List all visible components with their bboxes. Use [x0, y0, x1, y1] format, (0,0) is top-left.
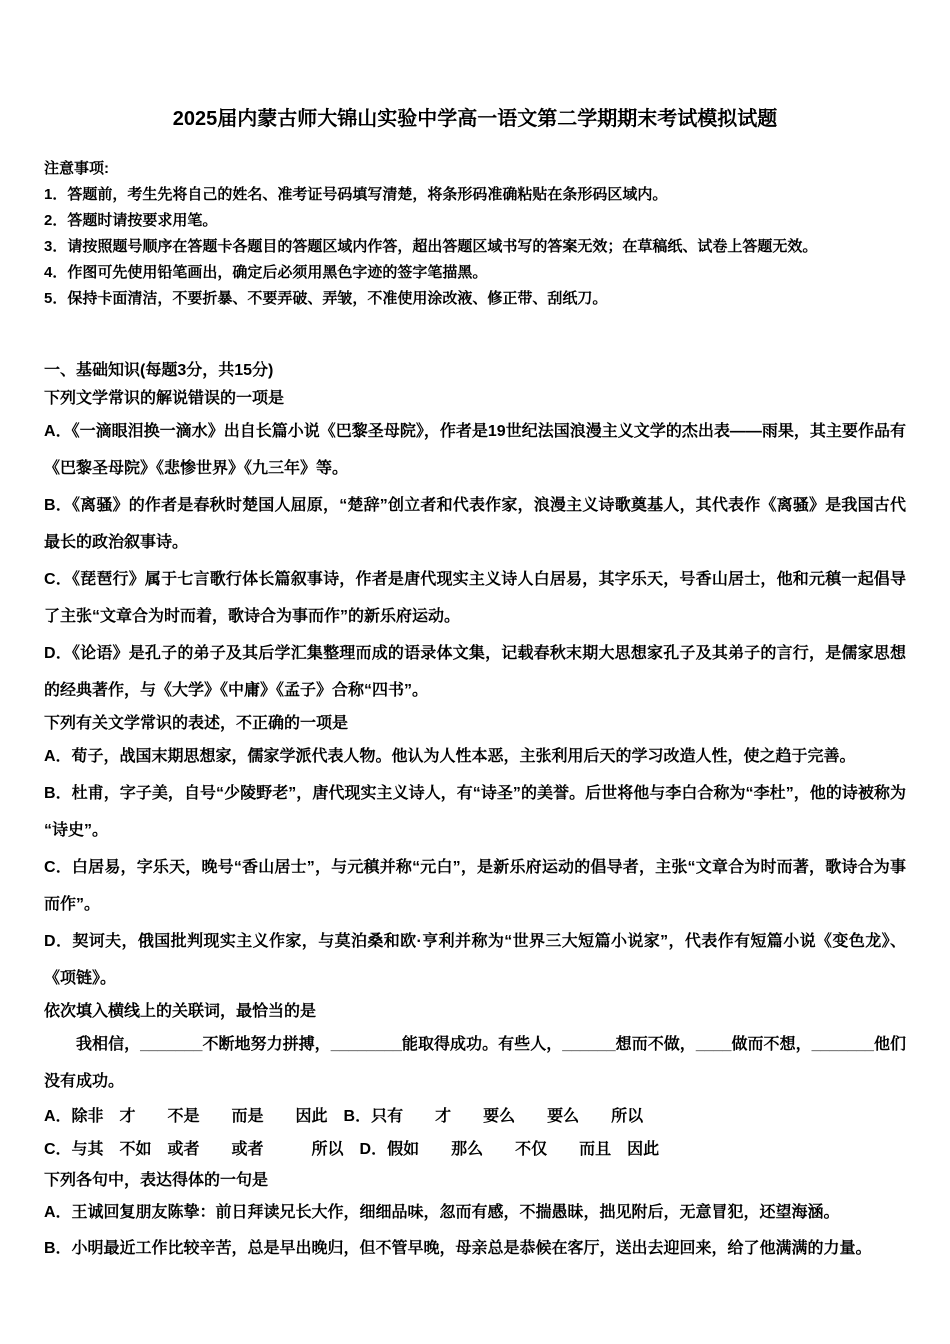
question-1-stem: 下列文学常识的解说错误的一项是 [44, 390, 285, 407]
question-2-stem: 下列有关文学常识的表述，不正确的一项是 [44, 715, 349, 732]
question-3-options-row-cd: C．与其 不如 或者 或者 所以 D．假如 那么 不仅 而且 因此 [44, 1141, 660, 1158]
question-3-stem: 依次填入横线上的关联词，最恰当的是 [44, 1003, 317, 1020]
notice-item-4: 4．作图可先使用铅笔画出，确定后必须用黑色字迹的签字笔描黑。 [44, 264, 488, 281]
question-4-stem: 下列各句中，表达得体的一句是 [44, 1172, 269, 1189]
question-4 [44, 1166, 906, 1267]
notice-item-2: 2．答题时请按要求用笔。 [44, 212, 218, 229]
question-2-option-c: C．白居易，字乐天，晚号“香山居士”，与元稹并称“元白”，是新乐府运动的倡导者，主张“文章合为时而著，歌诗合为事而作”。 [44, 859, 906, 913]
question-1 [44, 384, 906, 709]
question-4-option-a: A．王诚回复朋友陈挚：前日拜读兄长大作，细细品味，忽而有感，不揣愚昧，拙见附后，无意冒犯，还望海涵。 [44, 1204, 840, 1221]
page-title: 2025届内蒙古师大锦山实验中学高一语文第二学期期末考试模拟试题 [172, 108, 778, 130]
notice-item-1: 1．答题前，考生先将自己的姓名、准考证号码填写清楚，将条形码准确粘贴在条形码区域内。 [44, 186, 668, 203]
question-1-option-d: D．《论语》是孔子的弟子及其后学汇集整理而成的语录体文集，记载春秋末期大思想家孔子及其弟子的言行，是儒家思想的经典著作，与《大学》《中庸》《孟子》合称“四书”。 [44, 645, 906, 699]
notice-heading: 注意事项: [44, 160, 109, 177]
section-heading: 一、基础知识(每题3分，共15分) [44, 362, 274, 379]
question-1-option-b: B．《离骚》的作者是春秋时楚国人屈原，“楚辞”创立者和代表作家，浪漫主义诗歌奠基人，其代表作《离骚》是我国古代最长的政治叙事诗。 [44, 497, 906, 551]
question-1-option-a: A．《一滴眼泪换一滴水》出自长篇小说《巴黎圣母院》，作者是19世纪法国浪漫主义文学的杰出表——雨果，其主要作品有《巴黎圣母院》《悲惨世界》《九三年》等。 [44, 423, 906, 477]
question-2-option-b: B．杜甫，字子美，自号“少陵野老”，唐代现实主义诗人，有“诗圣”的美誉。后世将他与李白合称为“李杜”，他的诗被称为“诗史”。 [44, 785, 906, 839]
question-2-option-a: A．荀子，战国末期思想家，儒家学派代表人物。他认为人性本恶，主张利用后天的学习改造人性，使之趋于完善。 [44, 748, 856, 765]
notice-item-5: 5．保持卡面清洁，不要折暴、不要弄破、弄皱，不准使用涂改液、修正带、刮纸刀。 [44, 290, 608, 307]
question-3-fill-text: 我相信，_______不断地努力拼搏，________能取得成功。有些人，______想而不做，____做而不想，_______他们没有成功。 [44, 1036, 906, 1090]
question-3 [44, 997, 906, 1166]
question-4-option-b: B．小明最近工作比较辛苦，总是早出晚归，但不管早晚，母亲总是恭候在客厅，送出去迎回来，给了他满满的力量。 [44, 1240, 872, 1257]
question-2 [44, 709, 906, 997]
question-3-options-row-ab: A．除非 才 不是 而是 因此 B．只有 才 要么 要么 所以 [44, 1108, 644, 1125]
question-1-option-c: C．《琵琶行》属于七言歌行体长篇叙事诗，作者是唐代现实主义诗人白居易，其字乐天，号香山居士，他和元稹一起倡导了主张“文章合为时而着，歌诗合为事而作”的新乐府运动。 [44, 571, 906, 625]
question-2-option-d: D．契诃夫，俄国批判现实主义作家，与莫泊桑和欧·亨利并称为“世界三大短篇小说家”，代表作有短篇小说《变色龙》、《项链》。 [44, 933, 906, 987]
notice-item-3: 3．请按照题号顺序在答题卡各题目的答题区域内作答，超出答题区域书写的答案无效；在草稿纸、试卷上答题无效。 [44, 238, 818, 255]
notice-section [44, 156, 906, 312]
